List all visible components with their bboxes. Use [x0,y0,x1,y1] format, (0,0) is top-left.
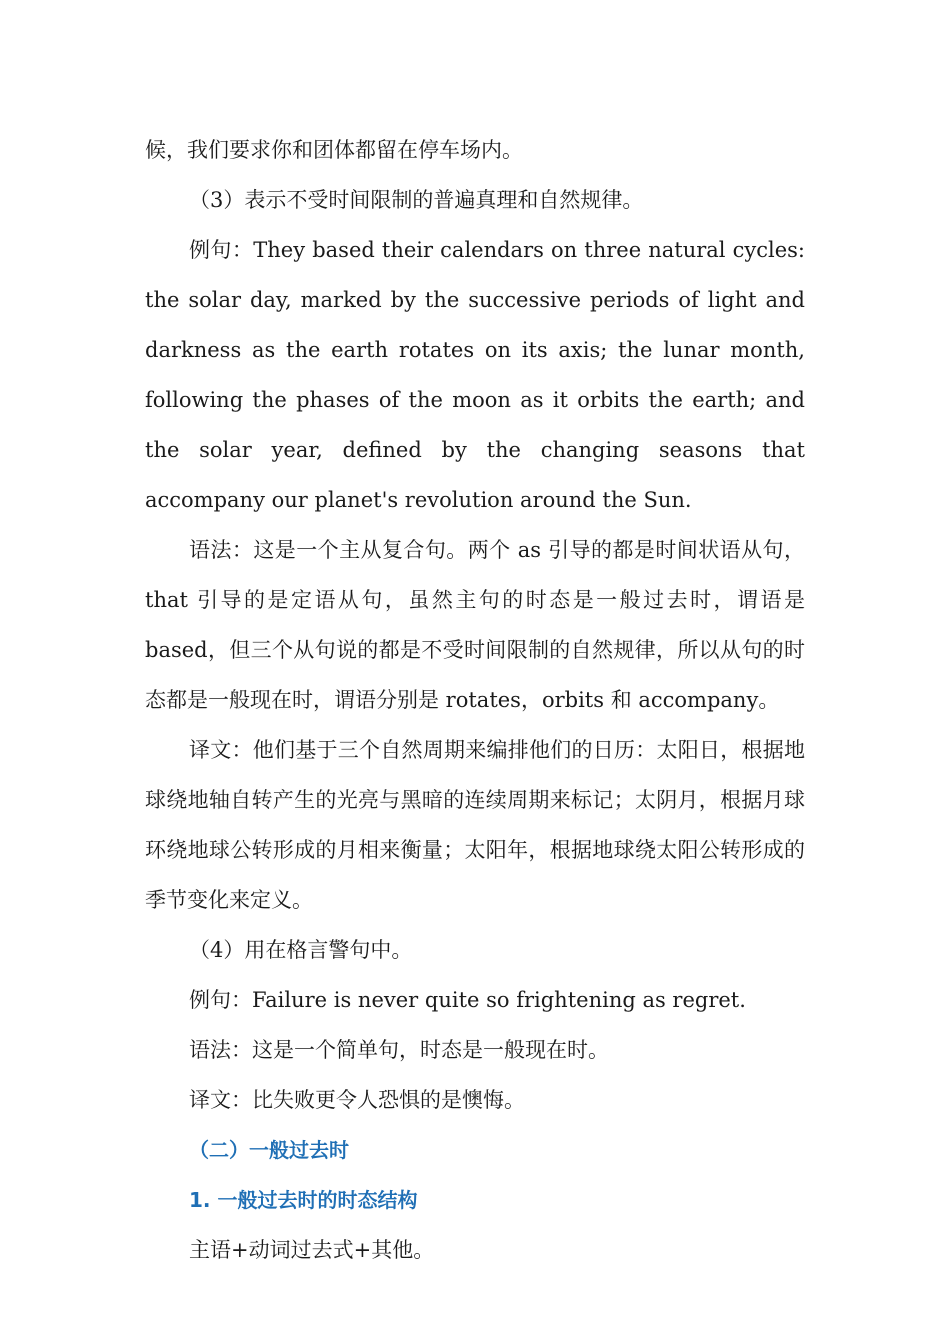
paragraph-continuation: 候，我们要求你和团体都留在停车场内。 [145,138,523,162]
document-body [145,125,805,1275]
paragraph-translation-proverb: 译文：比失败更令人恐惧的是懊悔。 [189,1088,525,1112]
paragraph-grammar-explanation: 语法：这是一个主从复合句。两个 as 引导的都是时间状语从句，that 引导的是定语从句，虽然主句的时态是一般过去时，谓语是 based，但三个从句说的都是不受时间限制的自然规律，所以从句的时态都是一般现在时，谓语分别是 rotates，orbits 和 accompany。 [145,538,805,712]
paragraph-grammar-simple: 语法：这是一个简单句，时态是一般现在时。 [189,1038,609,1062]
paragraph-example-proverb: 例句：Failure is never quite so frightening as regret. [189,988,746,1012]
paragraph-rule-3: （3）表示不受时间限制的普遍真理和自然规律。 [189,188,644,212]
subsection-heading: 1. 一般过去时的时态结构 [189,1188,418,1212]
paragraph-example-sentence: 例句：They based their calendars on three natural cycles: the solar day, marked by the successive periods of light and darkness as the earth rotates on its axis; the lunar month, following the phases of the moon as it orbits the earth; and the solar year, defined by the changing seasons that accompany our planet's revolution around the Sun. [145,238,805,512]
paragraph-rule-4: （4）用在格言警句中。 [189,938,413,962]
paragraph-translation: 译文：他们基于三个自然周期来编排他们的日历：太阳日，根据地球绕地轴自转产生的光亮与黑暗的连续周期来标记；太阴月，根据月球环绕地球公转形成的月相来衡量；太阳年，根据地球绕太阳公转形成的季节变化来定义。 [145,738,805,912]
structure-formula: 主语+动词过去式+其他。 [189,1238,435,1262]
section-heading: （二）一般过去时 [189,1138,349,1162]
